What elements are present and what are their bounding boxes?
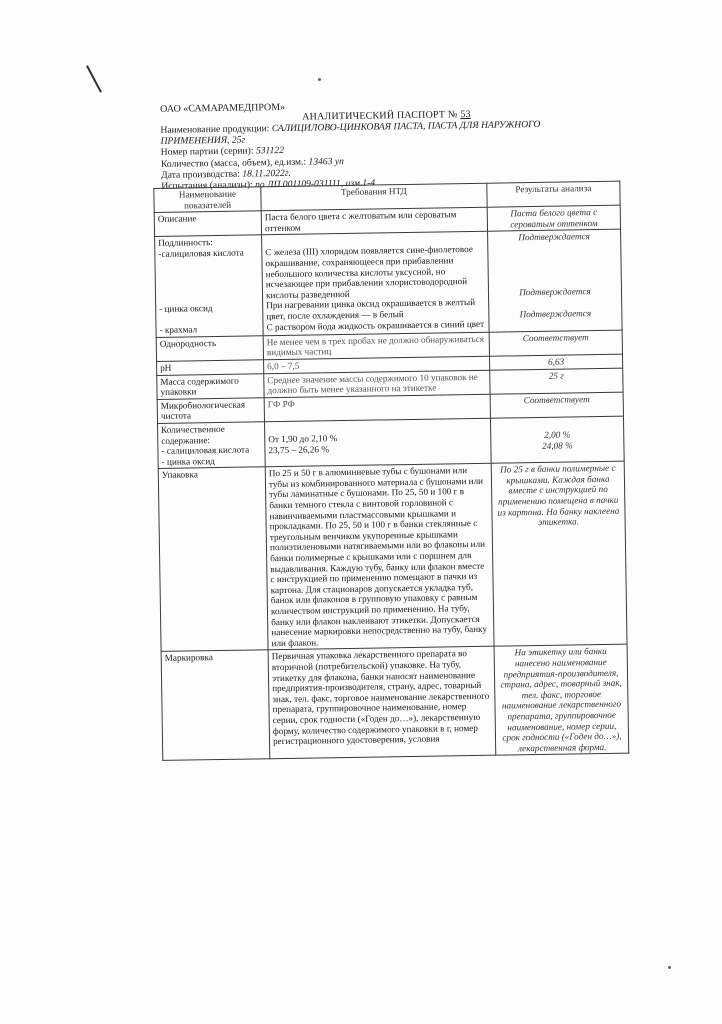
requirement-line: С раствором йода жидкость окрашивается в синий цвет bbox=[266, 318, 485, 332]
scan-speck bbox=[668, 966, 671, 969]
result-line: Подтверждается bbox=[519, 286, 591, 298]
row-name: pH bbox=[157, 360, 264, 375]
row-requirement: Среднее значение массы содержимого 10 упаковок не должно быть менее указанного на этикетке bbox=[264, 370, 490, 398]
row-name: Упаковка bbox=[158, 467, 268, 652]
row-requirement: 6,0 – 7,5 bbox=[264, 356, 490, 373]
row-result: Соответствует bbox=[490, 392, 623, 418]
row-requirement: Первичная упаковка лекарственного препарата во вторичной (потребительской) упаковке. На тубу, этикетку для флакона, банки наносят наименование предприятия-производителя, страну, адрес, товарный знак, тел. факс, торговое наименование лекарственного препарата, группировочное наименование, номер серии, срок годности («Годен до…»), лекарственную форму, количество содержимого упаковки в г, номер регистрационного удостоверения, условия bbox=[268, 647, 496, 759]
meta-label: Наименование продукции: bbox=[160, 123, 270, 136]
meta-label: Номер партии (серии): bbox=[160, 145, 254, 159]
row-result: Паста белого цвета с сероватым оттенком bbox=[487, 205, 620, 231]
requirement-line: От 1,90 до 2,10 % bbox=[268, 433, 338, 445]
table-row bbox=[158, 416, 625, 469]
row-name-line: -салициловая кислота bbox=[158, 247, 244, 259]
requirement-line: 23,75 – 26,26 % bbox=[268, 443, 330, 455]
row-requirement: Паста белого цвета с желтоватым или сероватым оттенком bbox=[261, 207, 487, 235]
row-result: Соответствует bbox=[489, 330, 622, 356]
row-requirement bbox=[265, 418, 492, 467]
meta-value: по ЛП 001109-031111, изм.1-4 bbox=[254, 177, 376, 191]
row-name: Маркировка bbox=[161, 650, 270, 761]
pen-stroke-mark bbox=[86, 65, 102, 92]
row-requirement bbox=[262, 232, 490, 336]
row-name-line: - цинка оксид bbox=[161, 455, 216, 467]
company-name: ОАО «САМАРАМЕДПРОМ» bbox=[159, 101, 286, 115]
requirement-line: С железа (III) хлоридом появляется сине-фиолетовое окрашивание, сохраняющееся при прибавлении небольшого количества кислоты уксусной, но исчезающее при прибавлении хлористоводородной кислоты разведенной bbox=[265, 244, 473, 300]
row-name-line: - салициловая кислота bbox=[161, 444, 250, 456]
result-line: Подтверждается bbox=[518, 231, 590, 243]
row-name-line: Количественное содержание: bbox=[161, 423, 225, 446]
passport-document bbox=[152, 97, 622, 754]
requirement-line: При нагревании цинка оксид окрашивается в желтый цвет, после охлаждения — в белый bbox=[266, 297, 476, 322]
row-name-line: Подлинность: bbox=[158, 237, 213, 249]
row-name-line: - цинка оксид bbox=[159, 302, 213, 314]
meta-value: 18.11.2022г. bbox=[242, 167, 291, 180]
row-result: На этикетку или банки нанесено наименование предприятия-производителя, страна, адрес, товарный знак, тел. факс, торговое наименование лекарственного препарата, группировочное наименование, номер серии, срок годности («Годен до…»), лекарственная форма. bbox=[494, 644, 629, 755]
row-name bbox=[155, 235, 264, 337]
row-result bbox=[488, 230, 623, 332]
meta-value: ПРИМЕНЕНИЯ, 25г bbox=[160, 134, 246, 148]
table-row bbox=[155, 230, 623, 338]
col-header-name: Наименование показателей bbox=[154, 187, 261, 213]
row-requirement: ГФ РФ bbox=[264, 394, 490, 422]
row-requirement: По 25 и 50 г в алюминиевые тубы с бушонами или тубы из комбинированного материала с бушонами или тубы ламинатные с бушонами. По 25, 50 и 100 г в банки темного стекла с винтовой горловиной с навинчиваемыми пластмассовыми крышками и прокладками. По 25, 50 и 100 г в банки стеклянные с треугольным венчиком укупоренные крышками полиэтиленовыми натягиваемыми или во флаконы или банки полимерные с крышками или с поршнем для выдавливания. Каждую тубу, банку или флакон вместе с инструкцией по применению помещают в пачки из картона. Для стационаров допускается укладка туб, банок или флаконов в групповую упаковку с равным количеством инструкций по применению. На тубу, банку или флакон наклеивают этикетки. Допускается нанесение маркировки непосредственно на тубу, банку или флакон. bbox=[265, 463, 494, 650]
meta-label: Дата производства: bbox=[161, 168, 241, 181]
table-row bbox=[161, 644, 629, 760]
passport-number: 53 bbox=[460, 108, 471, 121]
meta-value: 531122 bbox=[255, 145, 285, 157]
col-header-results: Результаты анализа bbox=[487, 181, 620, 207]
title-prefix: АНАЛИТИЧЕСКИЙ ПАСПОРТ № bbox=[302, 109, 458, 123]
result-line: Подтверждается bbox=[519, 307, 592, 319]
row-name: Микробиологическая чистота bbox=[157, 397, 264, 423]
row-name: Масса содержимого упаковки bbox=[157, 373, 264, 399]
row-name-line: - крахмал bbox=[159, 324, 198, 336]
row-result bbox=[490, 416, 624, 463]
analysis-table bbox=[153, 181, 629, 762]
meta-label: Количество (масса, объем), ед.изм.: bbox=[160, 156, 307, 170]
result-line: 2,00 % bbox=[544, 429, 571, 440]
row-name: Описание bbox=[154, 211, 261, 237]
col-header-requirements: Требования НТД bbox=[261, 183, 487, 211]
meta-value: САЛИЦИЛОВО-ЦИНКОВАЯ ПАСТА, ПАСТА ДЛЯ НАРУЖНОГО bbox=[271, 118, 541, 135]
row-name: Однородность bbox=[156, 336, 263, 362]
meta-label: Испытания (анализы): bbox=[161, 179, 253, 192]
row-name bbox=[158, 422, 266, 469]
row-requirement: Не менее чем в трех пробах не должно обнаруживаться видимых частиц bbox=[263, 332, 489, 360]
row-result: 25 г bbox=[490, 368, 623, 394]
row-result: По 25 г в банки полимерные с крышками. Каждая банка вместе с инструкцией по применению помещена в пачки из картона. На банку наклеена этикетка. bbox=[491, 461, 627, 646]
scan-speck bbox=[318, 78, 321, 81]
row-result: 6,63 bbox=[490, 354, 623, 370]
result-line: 24,08 % bbox=[542, 439, 573, 451]
table-row bbox=[158, 461, 627, 651]
meta-value: 13463 уп bbox=[308, 155, 345, 168]
